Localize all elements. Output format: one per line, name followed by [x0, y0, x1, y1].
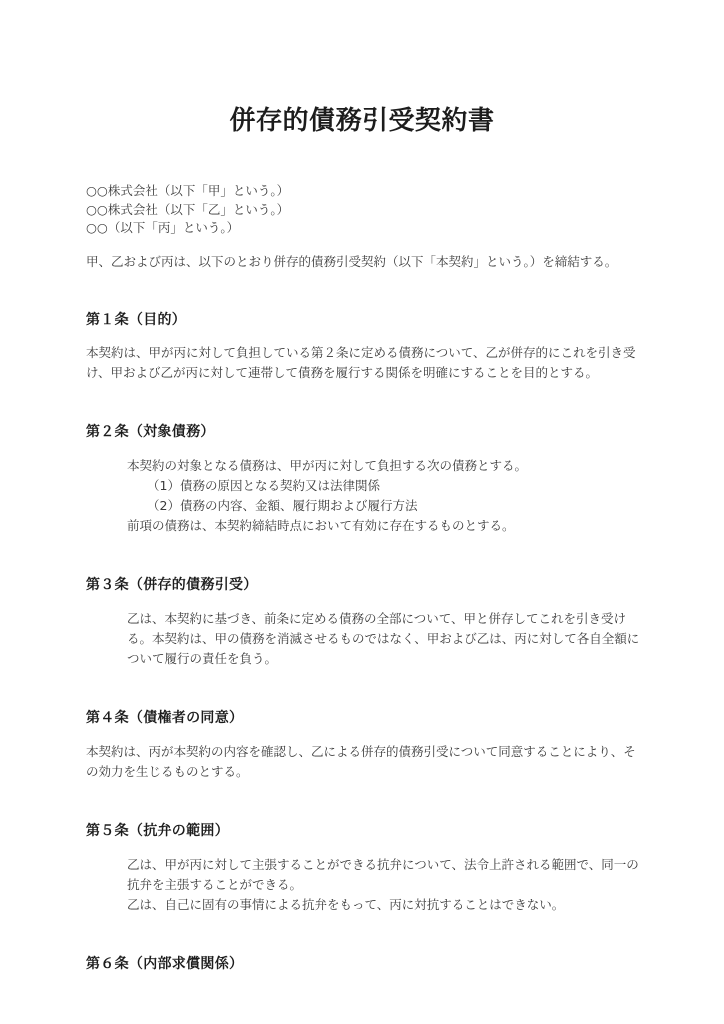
article-2: [86, 423, 640, 536]
article-5-body: [127, 855, 647, 915]
article-2-item-2: （2）債務の内容、金額、履行期および履行方法: [147, 498, 418, 514]
party-line-ko: ○○株式会社（以下「甲」という。）: [86, 183, 290, 198]
parties-block: [86, 182, 640, 238]
article-3-paragraph-1: 乙は、本契約に基づき、前条に定める債務の全部について、甲と併存してこれを引き受ける。本契約は、甲の債務を消滅させるものではなく、甲および乙は、丙に対して各自全額について履行の責任を負う。: [127, 611, 640, 667]
party-line-hei: ○○（以下「丙」という。）: [86, 220, 240, 235]
article-4-heading: 第４条（債権者の同意）: [86, 710, 244, 727]
article-5-paragraph-1: 乙は、甲が丙に対して主張することができる抗弁について、法令上許される範囲で、同一の抗弁を主張することができる。: [127, 856, 639, 892]
article-2-paragraph-1: 本契約の対象となる債務は、甲が丙に対して負担する次の債務とする。: [127, 458, 528, 474]
article-2-item-1: （1）債務の原因となる契約又は法律関係: [147, 478, 380, 494]
article-2-item-list: [127, 476, 640, 516]
article-5-heading: 第５条（抗弁の範囲）: [86, 823, 229, 840]
article-3-body: [127, 609, 647, 669]
article-6: [86, 955, 640, 974]
article-3: [86, 576, 640, 669]
article-5: [86, 822, 640, 915]
article-4: [86, 709, 640, 782]
article-4-body: [86, 742, 640, 782]
article-5-paragraph-2: 乙は、自己に固有の事情による抗弁をもって、丙に対抗することはできない。: [127, 896, 565, 912]
article-1-heading: 第１条（目的）: [86, 311, 187, 328]
article-1-paragraph-1: 本契約は、甲が丙に対して負担している第２条に定める債務について、乙が併存的にこれを引き受け、甲および乙が丙に対して連帯して債務を履行する関係を明確にすることを目的とする。: [86, 345, 636, 381]
article-6-heading: 第６条（内部求償関係）: [86, 955, 244, 972]
article-2-heading: 第２条（対象債務）: [86, 424, 215, 441]
party-line-otsu: ○○株式会社（以下「乙」という。）: [86, 201, 290, 217]
article-4-paragraph-1: 本契約は、丙が本契約の内容を確認し、乙による併存的債務引受について同意することにより、その効力を生じるものとする。: [86, 744, 636, 780]
document-body: [86, 182, 640, 988]
article-1-body: [86, 343, 640, 383]
article-1: [86, 311, 640, 384]
article-2-body: [127, 456, 640, 536]
article-3-heading: 第３条（併存的債務引受）: [86, 577, 258, 594]
page-title: 併存的債務引受契約書: [229, 106, 495, 136]
article-2-paragraph-2: 前項の債務は、本契約締結時点において有効に存在するものとする。: [127, 518, 515, 534]
preamble-paragraph: 甲、乙および丙は、以下のとおり併存的債務引受契約（以下「本契約」という。）を締結する。: [86, 253, 618, 269]
